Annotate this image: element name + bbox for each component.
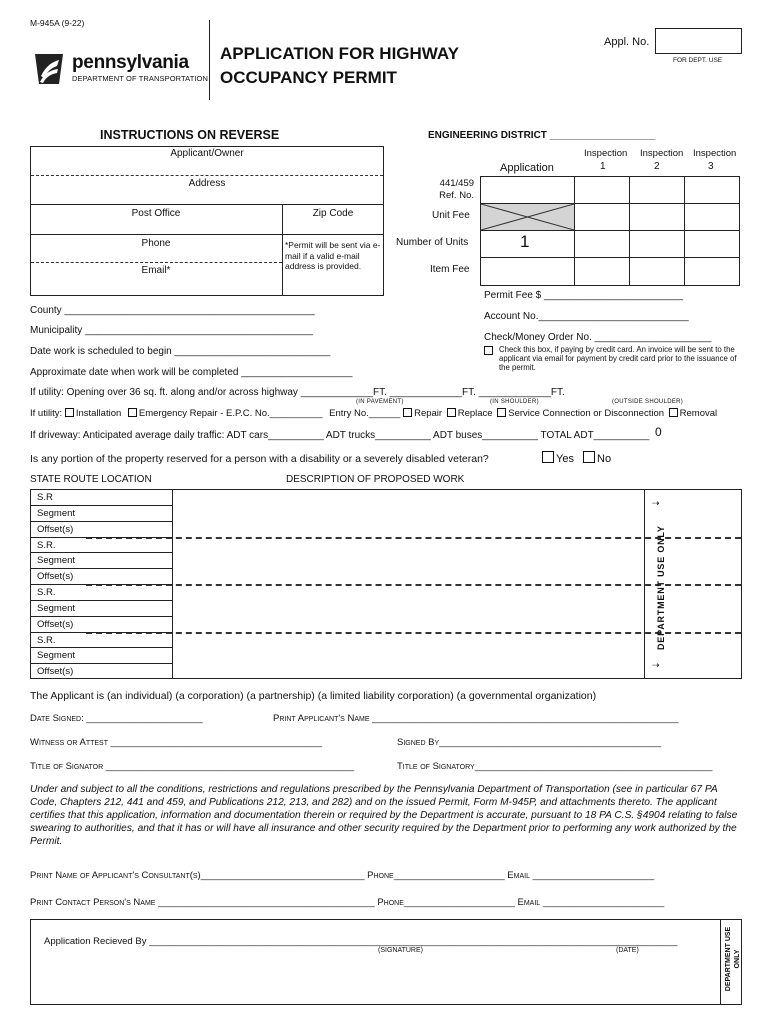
received-box xyxy=(30,919,742,1005)
route-description-field[interactable] xyxy=(173,537,643,553)
applicant-type: The Applicant is (an individual) (a corporation) (a partnership) (a limited liability corporation) (a governmental organization) xyxy=(30,690,597,702)
zip-code-label: Zip Code xyxy=(312,208,354,219)
repair-checkbox[interactable] xyxy=(403,408,412,417)
route-description-field[interactable] xyxy=(173,489,643,505)
signature-caption: (SIGNATURE) xyxy=(378,947,423,954)
post-office-field[interactable] xyxy=(31,234,383,235)
date-caption: (DATE) xyxy=(616,947,639,954)
route-row-divider xyxy=(31,616,172,617)
route-row-divider xyxy=(31,584,172,585)
date-signed-field[interactable]: Date Signed: ______________________ xyxy=(30,713,203,724)
state-route-heading: STATE ROUTE LOCATION xyxy=(30,474,152,485)
fee-col-divider-3 xyxy=(684,176,685,286)
county-field[interactable]: County _____________________________________________ xyxy=(30,305,315,316)
route-row-label: S.R xyxy=(37,492,53,503)
date-begin-field[interactable]: Date work is scheduled to begin ____________________________ xyxy=(30,346,331,357)
consultant-field[interactable]: Print Name of Applicant's Consultant(s)_______________________________ Phone_____________________ Email _______________________ xyxy=(30,870,655,881)
received-dept-divider xyxy=(720,919,721,1005)
logo-name: pennsylvania xyxy=(72,52,189,73)
address-field[interactable] xyxy=(31,204,383,205)
keystone-logo-icon xyxy=(32,52,66,86)
phone-field[interactable] xyxy=(31,262,282,263)
outside-shoulder-label: (OUTSIDE SHOULDER) xyxy=(612,399,684,405)
dept-use-only-vertical: DEPARTMENT USE ONLY xyxy=(656,525,666,650)
route-description-field[interactable] xyxy=(173,521,643,537)
title-signatory-field[interactable]: Title of Signatory_____________________________________________ xyxy=(397,761,713,772)
route-row-divider xyxy=(31,663,172,664)
inspection-1-number: 1 xyxy=(600,161,606,172)
removal-label: Removal xyxy=(679,408,718,419)
in-pavement-label: (IN PAVEMENT) xyxy=(356,399,404,405)
yes-label: Yes xyxy=(556,453,574,465)
removal-checkbox[interactable] xyxy=(669,408,678,417)
header-divider xyxy=(209,20,210,100)
route-row-label: Offset(s) xyxy=(37,618,74,630)
utility-prefix: If utility: xyxy=(30,408,63,419)
received-dept-use-only: DEPARTMENT USE ONLY xyxy=(725,926,741,992)
post-office-label: Post Office xyxy=(131,208,181,219)
route-row-label: S.R. xyxy=(37,587,56,598)
form-number: M-945A (9-22) xyxy=(30,18,85,28)
disability-options xyxy=(542,451,611,465)
witness-field[interactable]: Witness or Attest ________________________________________ xyxy=(30,737,322,748)
route-description-field[interactable] xyxy=(173,616,643,632)
credit-card-checkbox[interactable] xyxy=(484,346,493,355)
replace-checkbox[interactable] xyxy=(447,408,456,417)
route-description-field[interactable] xyxy=(173,568,643,584)
approx-date-field[interactable]: Approximate date when work will be completed ____________________ xyxy=(30,367,353,378)
appl-no-label: Appl. No. xyxy=(604,36,650,48)
permit-fee-field[interactable]: Permit Fee $ _________________________ xyxy=(484,290,684,301)
for-dept-use-label: FOR DEPT. USE xyxy=(673,57,723,64)
logo-department: DEPARTMENT OF TRANSPORTATION xyxy=(72,74,209,83)
fee-col-divider-2 xyxy=(629,176,630,286)
route-row-label: Segment xyxy=(37,507,76,519)
route-row-label: Segment xyxy=(37,602,76,614)
instructions-heading: INSTRUCTIONS ON REVERSE xyxy=(100,128,280,142)
utility-opening-field[interactable]: If utility: Opening over 36 sq. ft. along and/or across highway _____________FT. _____________FT. _____________FT. xyxy=(30,387,565,398)
repair-label: Repair xyxy=(414,408,443,419)
fee-table xyxy=(480,176,740,286)
no-checkbox[interactable] xyxy=(583,451,595,463)
form-title-line2: OCCUPANCY PERMIT xyxy=(220,68,397,87)
emergency-repair-checkbox[interactable] xyxy=(128,408,137,417)
service-connection-checkbox[interactable] xyxy=(497,408,506,417)
disability-question: Is any portion of the property reserved for a person with a disability or a severely disabled veteran? xyxy=(30,453,489,465)
credit-card-note: Check this box, if paying by credit card. An invoice will be sent to the applicant via email for payment by credit card prior to the issuance of the permit. xyxy=(499,345,737,372)
route-description-field[interactable] xyxy=(173,647,643,663)
signed-by-field[interactable]: Signed By__________________________________________ xyxy=(397,737,662,748)
route-row-divider xyxy=(31,600,172,601)
in-shoulder-label: (IN SHOULDER) xyxy=(490,399,539,405)
route-description-field[interactable] xyxy=(173,552,643,568)
fee-col-divider-1 xyxy=(574,176,575,286)
ref-no-label: 441/459 Ref. No. xyxy=(439,178,474,201)
route-row-label: S.R. xyxy=(37,634,56,646)
no-label: No xyxy=(597,453,612,465)
route-row-divider xyxy=(31,647,172,648)
inspection-2-label: Inspection xyxy=(640,148,684,159)
route-description-field[interactable] xyxy=(173,584,643,600)
inspection-2-number: 2 xyxy=(654,161,660,172)
route-description-field[interactable] xyxy=(173,505,643,521)
route-description-field[interactable] xyxy=(173,600,643,616)
received-by-field[interactable]: Application Recieved By ____________________________________________________________________________________________________ xyxy=(44,936,678,947)
arrow-down-icon: ⇢ xyxy=(652,660,660,670)
municipality-field[interactable]: Municipality _________________________________________ xyxy=(30,325,314,336)
route-row-divider xyxy=(31,552,172,553)
route-row-divider xyxy=(31,505,172,506)
route-row-divider xyxy=(31,521,172,522)
form-title-line1: APPLICATION FOR HIGHWAY xyxy=(220,44,459,63)
number-of-units-label: Number of Units xyxy=(396,237,469,248)
number-of-units-value[interactable]: 1 xyxy=(520,232,530,251)
appl-no-field[interactable] xyxy=(655,28,742,54)
fee-row-divider-3 xyxy=(480,257,740,258)
route-description-field[interactable] xyxy=(173,663,643,679)
address-label: Address xyxy=(188,178,226,189)
unit-fee-shaded-cell xyxy=(481,204,574,230)
route-row-divider xyxy=(31,537,172,538)
route-row-label: Offset(s) xyxy=(37,571,74,583)
service-connection-label: Service Connection or Disconnection xyxy=(508,408,665,419)
route-row-label: Segment xyxy=(37,555,76,567)
installation-label: Installation xyxy=(75,408,122,419)
inspection-1-label: Inspection xyxy=(584,148,628,159)
route-row-divider xyxy=(31,568,172,569)
route-row-divider xyxy=(31,632,172,633)
inspection-3-label: Inspection xyxy=(693,148,737,159)
route-row-label: Offset(s) xyxy=(37,666,74,678)
installation-checkbox[interactable] xyxy=(65,408,74,417)
description-heading: DESCRIPTION OF PROPOSED WORK xyxy=(286,474,465,485)
certification-text: Under and subject to all the conditions, restrictions and regulations prescribed by the Pennsylvania Department of Transportation (see in particular 67 PA Code, Chapters 212, 441 and 459, and Publications 212, 213, and 282) and on the issued Permit, Form M-945P, and attachments thereto. The applicant certifies that this application, information and documentation therein or required by the Department is accurate, pursuant to 18 PA C.S. §4904 relating to false swearing to authorities, and that it has or will have all insurance and other security required by the Department prior to performing any work authorized by the Permit. xyxy=(30,784,738,847)
driveway-adt-row[interactable]: If driveway: Anticipated average daily traffic: ADT cars__________ ADT trucks__________ ADT buses__________ TOTAL ADT__________ xyxy=(30,430,650,441)
engineering-district: ENGINEERING DISTRICT ___________________ xyxy=(428,130,656,141)
route-row-label: Offset(s) xyxy=(37,523,74,535)
replace-label: Replace xyxy=(457,408,493,419)
application-label: Application xyxy=(500,162,554,174)
item-fee-label: Item Fee xyxy=(430,264,470,275)
title-signator-field[interactable]: Title of Signator _______________________________________________ xyxy=(30,761,355,772)
entry-no-field[interactable]: Entry No.______ xyxy=(329,408,401,419)
total-adt-value[interactable]: 0 xyxy=(655,425,662,439)
print-applicant-name-field[interactable]: Print Applicant's Name __________________________________________________________ xyxy=(273,713,679,724)
email-label: Email* xyxy=(141,265,171,276)
applicant-owner-label: Applicant/Owner xyxy=(170,148,244,159)
route-row-label: S.R. xyxy=(37,539,56,551)
inspection-3-number: 3 xyxy=(708,161,714,172)
route-description-field[interactable] xyxy=(173,632,643,648)
permit-email-note: *Permit will be sent via e-mail if a valid e-mail address is provided. xyxy=(285,240,381,271)
phone-label: Phone xyxy=(141,238,171,249)
account-no-field[interactable]: Account No.___________________________ xyxy=(484,311,689,322)
arrow-up-icon: ⇢ xyxy=(652,498,660,508)
yes-checkbox[interactable] xyxy=(542,451,554,463)
unit-fee-label: Unit Fee xyxy=(432,210,470,221)
utility-type-row xyxy=(30,408,717,419)
contact-person-field[interactable]: Print Contact Person's Name _________________________________________ Phone_____________________ Email _______________________ xyxy=(30,897,665,908)
route-row-label: Segment xyxy=(37,650,76,662)
emergency-repair-label: Emergency Repair - E.P.C. No.__________ xyxy=(138,408,323,419)
applicant-owner-field[interactable] xyxy=(31,175,383,176)
fee-row-divider-2 xyxy=(480,230,740,231)
check-money-order-field[interactable]: Check/Money Order No. _____________________ xyxy=(484,332,712,343)
